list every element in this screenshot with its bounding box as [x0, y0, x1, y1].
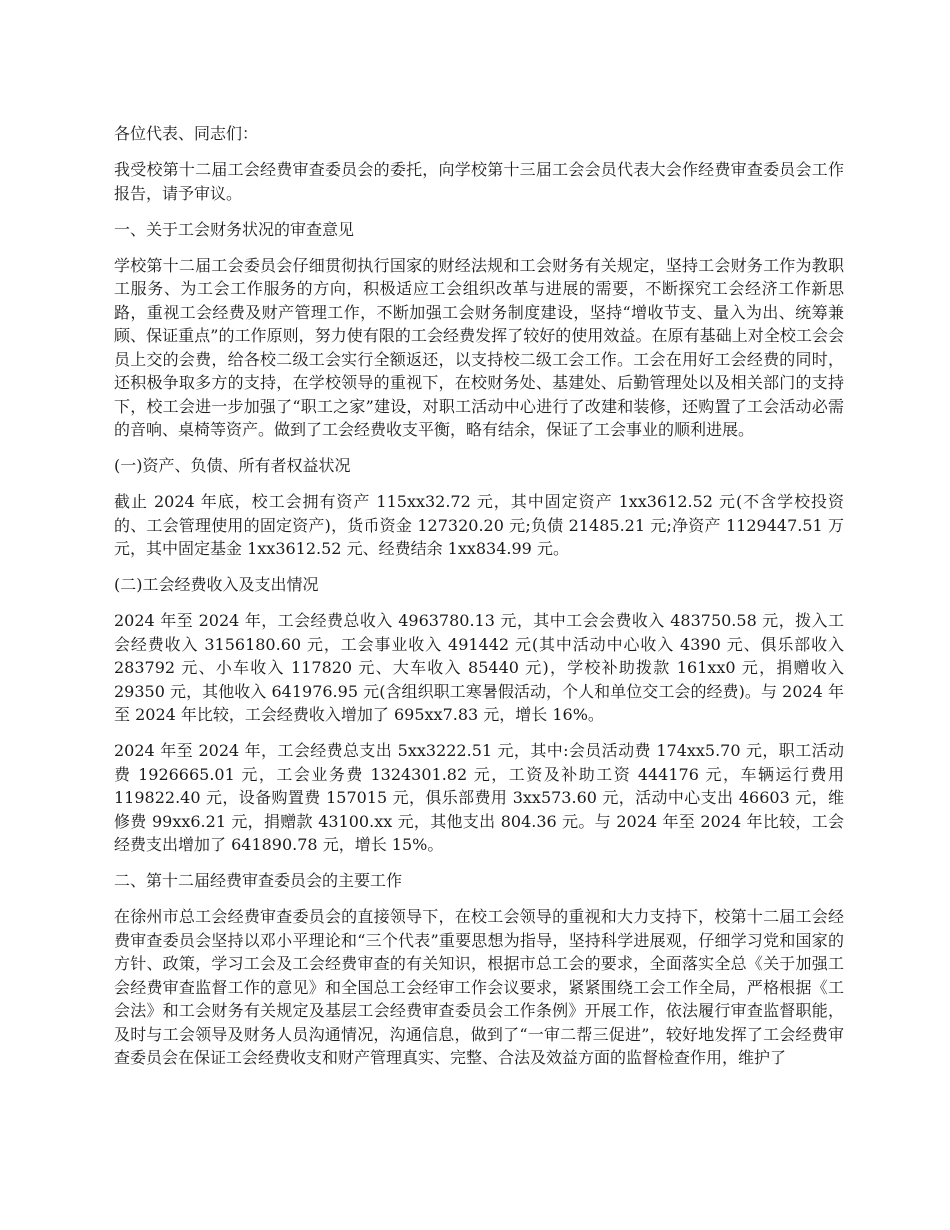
document-page [114, 122, 844, 1082]
section-heading-1: 一、关于工会财务状况的审查意见 [114, 219, 355, 239]
intro-paragraph: 我受校第十二届工会经费审查委员会的委托，向学校第十三届工会会员代表大会作经费审查委员会工作报告，请予审议。 [114, 160, 844, 203]
subsection-heading-2: (二)工会经费收入及支出情况 [114, 575, 319, 594]
salutation: 各位代表、同志们： [114, 124, 259, 143]
subsection-heading-1: (一)资产、负债、所有者权益状况 [114, 456, 351, 475]
section-2-paragraph: 在徐州市总工会经费审查委员会的直接领导下，在校工会领导的重视和大力支持下，校第十二届工会经费审查委员会坚持以邓小平理论和“三个代表”重要思想为指导，坚持科学进展观，仔细学习党和国家的方针、政策，学习工会及工会经费审查的有关知识，根据市总工会的要求，全面落实全总《关于加强工会经费审查监督工作的意见》和全国总工会经审工作会议要求，紧紧围绕工会工作全局，严格根据《工会法》和工会财务有关规定及基层工会经费审查委员会工作条例》开展工作，依法履行审查监督职能，及时与工会领导及财务人员沟通情况，沟通信息，做到了“一审二帮三促进”，较好地发挥了工会经费审查委员会在保证工会经费收支和财产管理真实、完整、合法及效益方面的监督检查作用，维护了 [114, 907, 844, 1067]
section-heading-2: 二、第十二届经费审查委员会的主要工作 [114, 871, 403, 890]
income-paragraph: 2024 年至 2024 年，工会经费总收入 4963780.13 元，其中工会会费收入 483750.58 元，拨入工会经费收入 3156180.60 元，工会事业收入 491442 元(其中活动中心收入 4390 元、俱乐部收入 283792 元、小车收入 117820 元、大车收入 85440 元)，学校补助拨款 161xx0 元，捐赠收入 29350 元，其他收入 641976.95 元(含组织职工寒暑假活动，个人和单位交工会的经费)。与 2024 年至 2024 年比较，工会经费收入增加了 695xx7.83 元，增长 16%。 [114, 611, 844, 724]
expense-paragraph: 2024 年至 2024 年，工会经费总支出 5xx3222.51 元，其中:会员活动费 174xx5.70 元，职工活动费 1926665.01 元，工会业务费 1324301.82 元，工资及补助工资 444176 元，车辆运行费用 119822.40 元，设备购置费 157015 元，俱乐部费用 3xx573.60 元，活动中心支出 46603 元，维修费 99xx6.21 元，捐赠款 43100.xx 元，其他支出 804.36 元。与 2024 年至 2024 年比较，工会经费支出增加了 641890.78 元，增长 15%。 [114, 741, 844, 854]
section-1-paragraph: 学校第十二届工会委员会仔细贯彻执行国家的财经法规和工会财务有关规定，坚持工会财务工作为教职工服务、为工会工作服务的方向，积极适应工会组织改革与进展的需要，不断探究工会经济工作新思路，重视工会经费及财产管理工作，不断加强工会财务制度建设，坚持“增收节支、量入为出、统筹兼顾、保证重点”的工作原则，努力使有限的工会经费发挥了较好的使用效益。在原有基础上对全校工会会员上交的会费，给各校二级工会实行全额返还，以支持校二级工会工作。工会在用好工会经费的同时，还积极争取多方的支持，在学校领导的重视下，在校财务处、基建处、后勤管理处以及相关部门的支持下，校工会进一步加强了“职工之家”建设，对职工活动中心进行了改建和装修，还购置了工会活动必需的音响、桌椅等资产。做到了工会经费收支平衡，略有结余，保证了工会事业的顺利进展。 [114, 255, 844, 439]
assets-paragraph: 截止 2024 年底，校工会拥有资产 115xx32.72 元，其中固定资产 1xx3612.52 元(不含学校投资的、工会管理使用的固定资产)，货币资金 127320.20 元;负债 21485.21 元;净资产 1129447.51 万元，其中固定基金 1xx3612.52 元、经费结余 1xx834.99 元。 [114, 492, 844, 558]
